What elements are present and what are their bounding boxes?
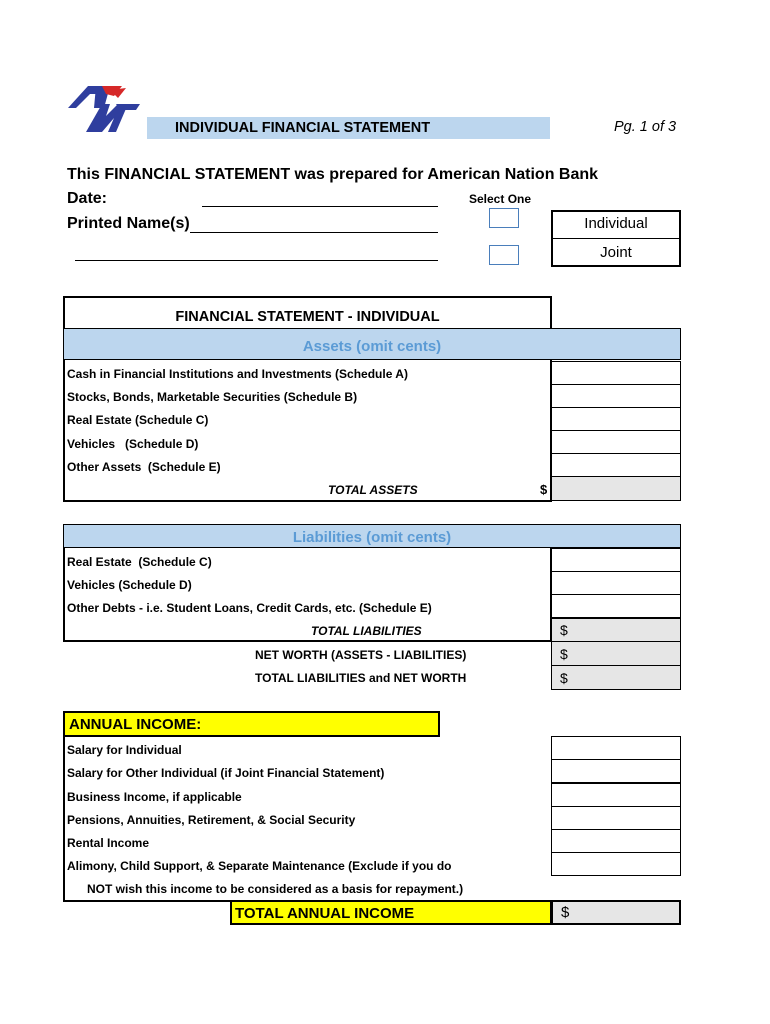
printed-names-label: Printed Name(s) (67, 215, 190, 232)
income-business-value[interactable] (551, 783, 681, 807)
liabilities-header: Liabilities (omit cents) (63, 524, 681, 548)
income-rental-value[interactable] (551, 829, 681, 853)
total-liabilities-label: TOTAL LIABILITIES (311, 624, 422, 638)
income-salary-value[interactable] (551, 736, 681, 760)
document-title: INDIVIDUAL FINANCIAL STATEMENT (147, 117, 550, 139)
liability-vehicles-value[interactable] (551, 571, 681, 595)
select-one-label: Select One (469, 192, 532, 206)
asset-stocks-value[interactable] (551, 384, 681, 408)
total-annual-income-label: TOTAL ANNUAL INCOME (230, 900, 552, 925)
total-liabilities-value[interactable] (551, 618, 681, 642)
option-joint: Joint (600, 244, 632, 261)
annual-income-header: ANNUAL INCOME: (63, 711, 440, 737)
option-divider (553, 238, 679, 239)
asset-item-stocks: Stocks, Bonds, Marketable Securities (Schedule B) (67, 390, 358, 404)
liability-item-real-estate: Real Estate (Schedule C) (67, 555, 212, 569)
statement-type-options (551, 210, 681, 267)
liability-real-estate-value[interactable] (551, 548, 681, 572)
bank-logo (66, 82, 146, 140)
asset-real-estate-value[interactable] (551, 407, 681, 431)
total-assets-value[interactable] (551, 476, 681, 501)
liability-other-debts-value[interactable] (551, 594, 681, 618)
income-item-pensions: Pensions, Annuities, Retirement, & Social Security (67, 813, 356, 827)
prepared-for-text: This FINANCIAL STATEMENT was prepared for American Nation Bank (67, 166, 599, 183)
income-item-business: Business Income, if applicable (67, 790, 242, 804)
income-item-alimony: Alimony, Child Support, & Separate Maintenance (Exclude if you do (67, 859, 452, 873)
total-assets-label: TOTAL ASSETS (328, 483, 418, 497)
total-annual-income-dollar: $ (561, 904, 570, 921)
net-worth-dollar: $ (560, 646, 568, 662)
total-annual-income-value[interactable] (551, 900, 681, 925)
liability-item-other-debts: Other Debts - i.e. Student Loans, Credit Cards, etc. (Schedule E) (67, 601, 432, 615)
assets-header: Assets (omit cents) (63, 328, 681, 360)
income-item-salary: Salary for Individual (67, 743, 182, 757)
income-bottom-border (63, 900, 231, 902)
income-pensions-value[interactable] (551, 806, 681, 830)
income-item-salary-other: Salary for Other Individual (if Joint Financial Statement) (67, 766, 385, 780)
individual-checkbox[interactable] (489, 208, 519, 228)
date-field[interactable] (202, 206, 438, 207)
date-label: Date: (67, 190, 108, 207)
printed-name-field-2[interactable] (75, 260, 438, 261)
income-salary-other-value[interactable] (551, 759, 681, 783)
printed-name-field[interactable] (190, 232, 438, 233)
net-worth-value[interactable] (551, 641, 681, 666)
total-liab-net-worth-value[interactable] (551, 665, 681, 690)
joint-checkbox[interactable] (489, 245, 519, 265)
total-liab-net-worth-dollar: $ (560, 670, 568, 686)
liability-item-vehicles: Vehicles (Schedule D) (67, 578, 192, 592)
total-liab-net-worth-label: TOTAL LIABILITIES and NET WORTH (255, 671, 467, 685)
option-individual: Individual (584, 215, 648, 232)
net-worth-label: NET WORTH (ASSETS - LIABILITIES) (255, 648, 467, 662)
income-item-alimony-continued: NOT wish this income to be considered as a basis for repayment.) (87, 882, 464, 896)
asset-item-real-estate: Real Estate (Schedule C) (67, 413, 209, 427)
income-alimony-value[interactable] (551, 852, 681, 876)
asset-other-value[interactable] (551, 453, 681, 477)
total-assets-dollar: $ (540, 482, 548, 497)
section-title: FINANCIAL STATEMENT - INDIVIDUAL (175, 309, 440, 325)
asset-item-cash: Cash in Financial Institutions and Investments (Schedule A) (67, 367, 408, 381)
income-left-border (63, 736, 65, 902)
asset-item-other: Other Assets (Schedule E) (67, 460, 221, 474)
income-item-rental: Rental Income (67, 836, 150, 850)
asset-cash-value[interactable] (551, 361, 681, 385)
total-liabilities-dollar: $ (560, 622, 568, 638)
asset-vehicles-value[interactable] (551, 430, 681, 454)
asset-item-vehicles: Vehicles (Schedule D) (67, 437, 199, 451)
page-number: Pg. 1 of 3 (614, 119, 677, 135)
